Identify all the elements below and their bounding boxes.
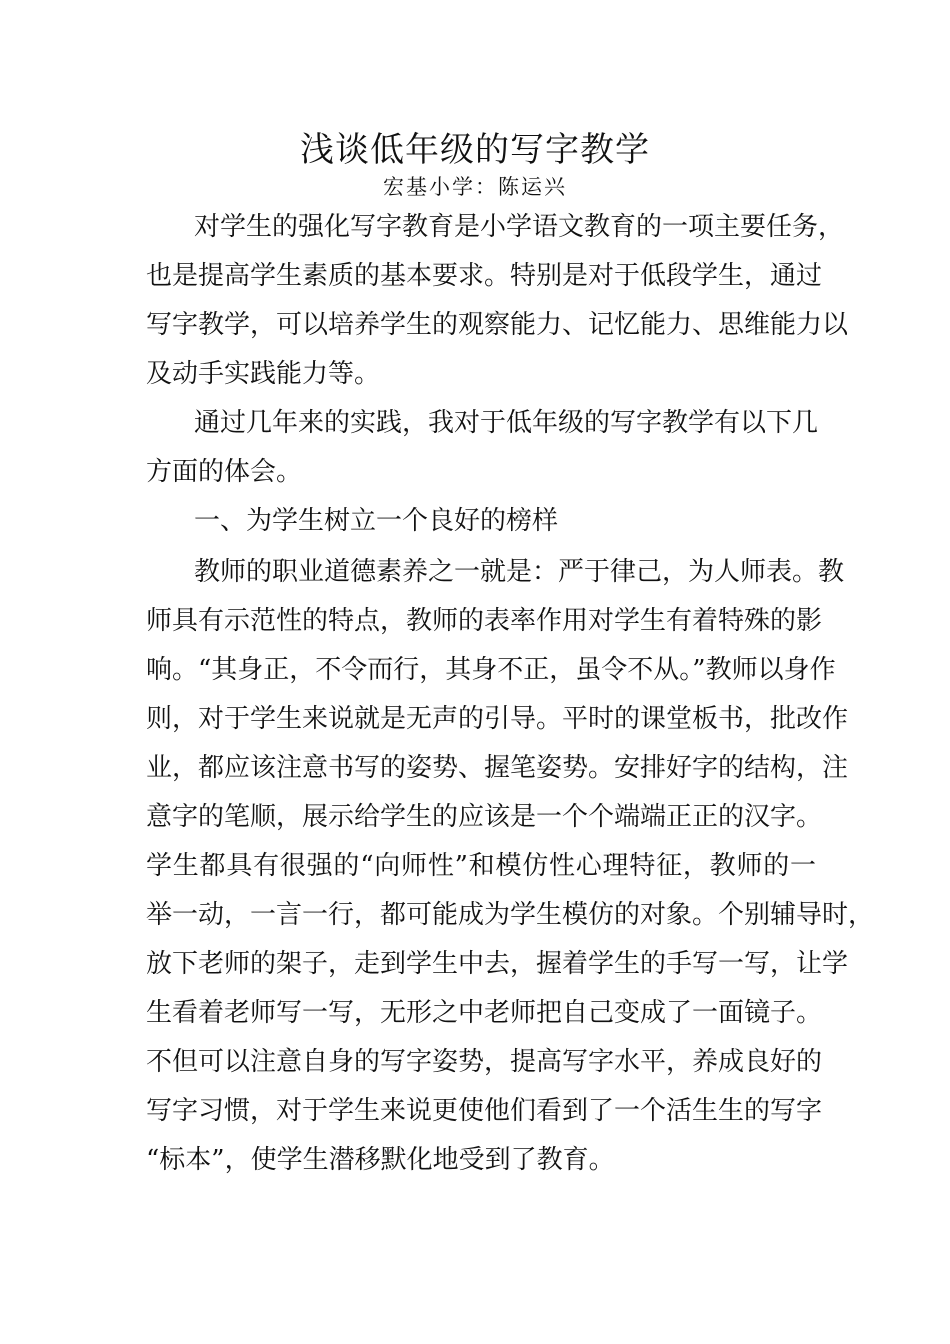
paragraph-line: 则，对于学生来说就是无声的引导。平时的课堂板书，批改作 (146, 704, 849, 734)
paragraph-line: 教师的职业道德素养之一就是：严于律己，为人师表。教 (194, 557, 845, 587)
paragraph-line: 举一动，一言一行，都可能成为学生模仿的对象。个别辅导时， (146, 900, 875, 930)
paragraph-line: 通过几年来的实践，我对于低年级的写字教学有以下几 (194, 408, 819, 438)
document-title: 浅谈低年级的写字教学 (300, 130, 650, 170)
paragraph-line: 对学生的强化写字教育是小学语文教育的一项主要任务， (194, 212, 845, 242)
paragraph-line: 方面的体会。 (146, 457, 303, 487)
paragraph-line: 业，都应该注意书写的姿势、握笔姿势。安排好字的结构，注 (146, 753, 849, 783)
paragraph-line: 师具有示范性的特点，教师的表率作用对学生有着特殊的影 (146, 606, 823, 636)
paragraph-line: 写字习惯，对于学生来说更使他们看到了一个活生生的写字 (146, 1096, 823, 1126)
section-heading: 一、为学生树立一个良好的榜样 (194, 506, 559, 536)
paragraph-line: 及动手实践能力等。 (146, 359, 381, 389)
paragraph-line: 响。“其身正，不令而行，其身不正，虽令不从。”教师以身作 (146, 655, 836, 685)
paragraph-line: 意字的笔顺，展示给学生的应该是一个个端端正正的汉字。 (146, 802, 823, 832)
document-author: 宏基小学：陈运兴 (383, 175, 567, 199)
paragraph-line: 生看着老师写一写，无形之中老师把自己变成了一面镜子。 (146, 998, 823, 1028)
paragraph-line: 写字教学，可以培养学生的观察能力、记忆能力、思维能力以 (146, 310, 849, 340)
paragraph-line: 放下老师的架子，走到学生中去，握着学生的手写一写，让学 (146, 949, 849, 979)
paragraph-line: 学生都具有很强的“向师性”和模仿性心理特征，教师的一 (146, 851, 816, 881)
paragraph-line: 也是提高学生素质的基本要求。特别是对于低段学生，通过 (146, 261, 823, 291)
paragraph-line: “标本”，使学生潜移默化地受到了教育。 (146, 1145, 615, 1175)
paragraph-line: 不但可以注意自身的写字姿势，提高写字水平，养成良好的 (146, 1047, 823, 1077)
